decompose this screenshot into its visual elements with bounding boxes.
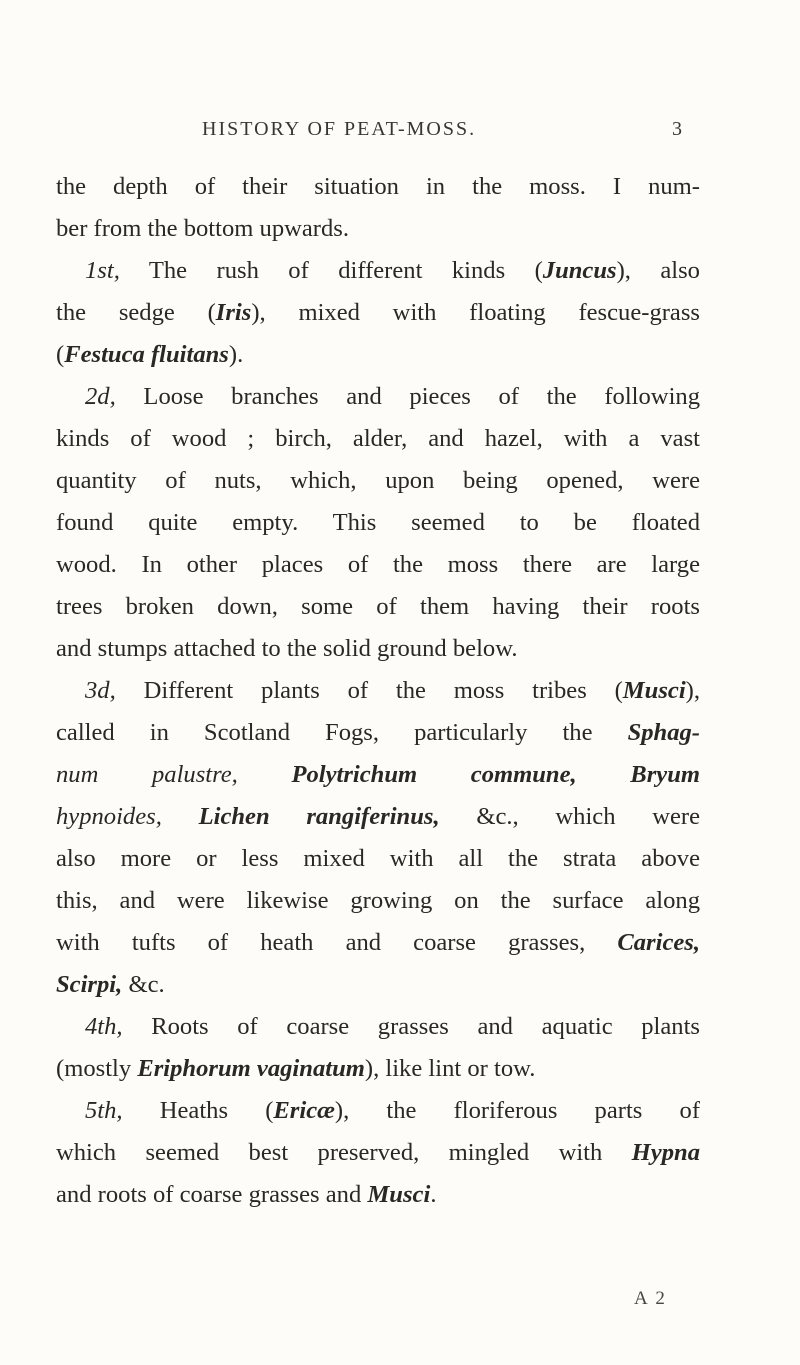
text-line: trees broken down, some of them having their roots <box>56 593 700 620</box>
text-line: Scirpi, &c. <box>56 971 165 998</box>
latin-name: hypnoides, <box>56 803 162 830</box>
text-line: called in Scotland Fogs, particularly the Sphag- <box>56 719 700 746</box>
text-line: the sedge (Iris), mixed with floating fescue-grass <box>56 299 700 326</box>
text-line <box>56 754 700 796</box>
latin-name: Ericæ <box>273 1097 335 1124</box>
text-line: wood. In other places of the moss there are large <box>56 551 700 578</box>
running-title: HISTORY OF PEAT-MOSS. <box>202 118 477 140</box>
text-line: which seemed best preserved, mingled with Hypna <box>56 1139 700 1166</box>
text-line: (mostly Eriphorum vaginatum), like lint or tow. <box>56 1055 536 1082</box>
latin-name: num palustre, <box>56 761 238 788</box>
latin-name: Polytrichum commune, <box>291 761 577 788</box>
text-line: also more or less mixed with all the strata above <box>56 845 700 872</box>
stratum-2: 2d, Loose branches and pieces of the following <box>85 383 700 410</box>
latin-name: Musci <box>622 677 686 704</box>
text-line: hypnoides, Lichen rangiferinus, &c., which were <box>56 803 700 830</box>
text-line: this, and were likewise growing on the surface along <box>56 887 700 914</box>
text-line: quantity of nuts, which, upon being opened, were <box>56 467 700 494</box>
ordinal: 1st, <box>85 257 120 284</box>
stratum-1: 1st, The rush of different kinds (Juncus), also <box>85 257 700 284</box>
latin-name: Juncus <box>542 257 617 284</box>
ordinal: 2d, <box>85 383 116 410</box>
text-line: the depth of their situation in the moss. I num- <box>56 173 700 200</box>
text-line: (Festuca fluitans). <box>56 341 244 368</box>
page-number: 3 <box>672 118 684 140</box>
ordinal: 3d, <box>85 677 116 704</box>
latin-name: Lichen rangiferinus, <box>198 803 440 830</box>
ordinal: 4th, <box>85 1013 123 1040</box>
latin-name: Musci <box>367 1181 431 1208</box>
ordinal: 5th, <box>85 1097 123 1124</box>
text-line: and stumps attached to the solid ground below. <box>56 635 518 662</box>
latin-name: Eriphorum vaginatum <box>137 1055 365 1082</box>
latin-name: Sphag- <box>627 719 700 746</box>
text-line: and roots of coarse grasses and Musci. <box>56 1181 437 1208</box>
latin-name: Iris <box>215 299 252 326</box>
latin-name: Scirpi, <box>56 971 123 998</box>
latin-name: Carices, <box>617 929 700 956</box>
latin-name: Bryum <box>630 761 700 788</box>
text-line: found quite empty. This seemed to be floated <box>56 509 700 536</box>
signature-mark: A 2 <box>634 1288 667 1309</box>
latin-name: Festuca fluitans <box>64 341 229 368</box>
text-line: kinds of wood ; birch, alder, and hazel, with a vast <box>56 425 700 452</box>
stratum-5: 5th, Heaths (Ericæ), the floriferous parts of <box>85 1097 700 1124</box>
body-text <box>56 166 700 1216</box>
text-line: ber from the bottom upwards. <box>56 215 350 242</box>
stratum-3: 3d, Different plants of the moss tribes (Musci), <box>85 677 700 704</box>
stratum-4: 4th, Roots of coarse grasses and aquatic plants <box>85 1013 700 1040</box>
latin-name: Hypna <box>631 1139 700 1166</box>
running-header <box>60 118 684 148</box>
text-line: with tufts of heath and coarse grasses, Carices, <box>56 929 700 956</box>
